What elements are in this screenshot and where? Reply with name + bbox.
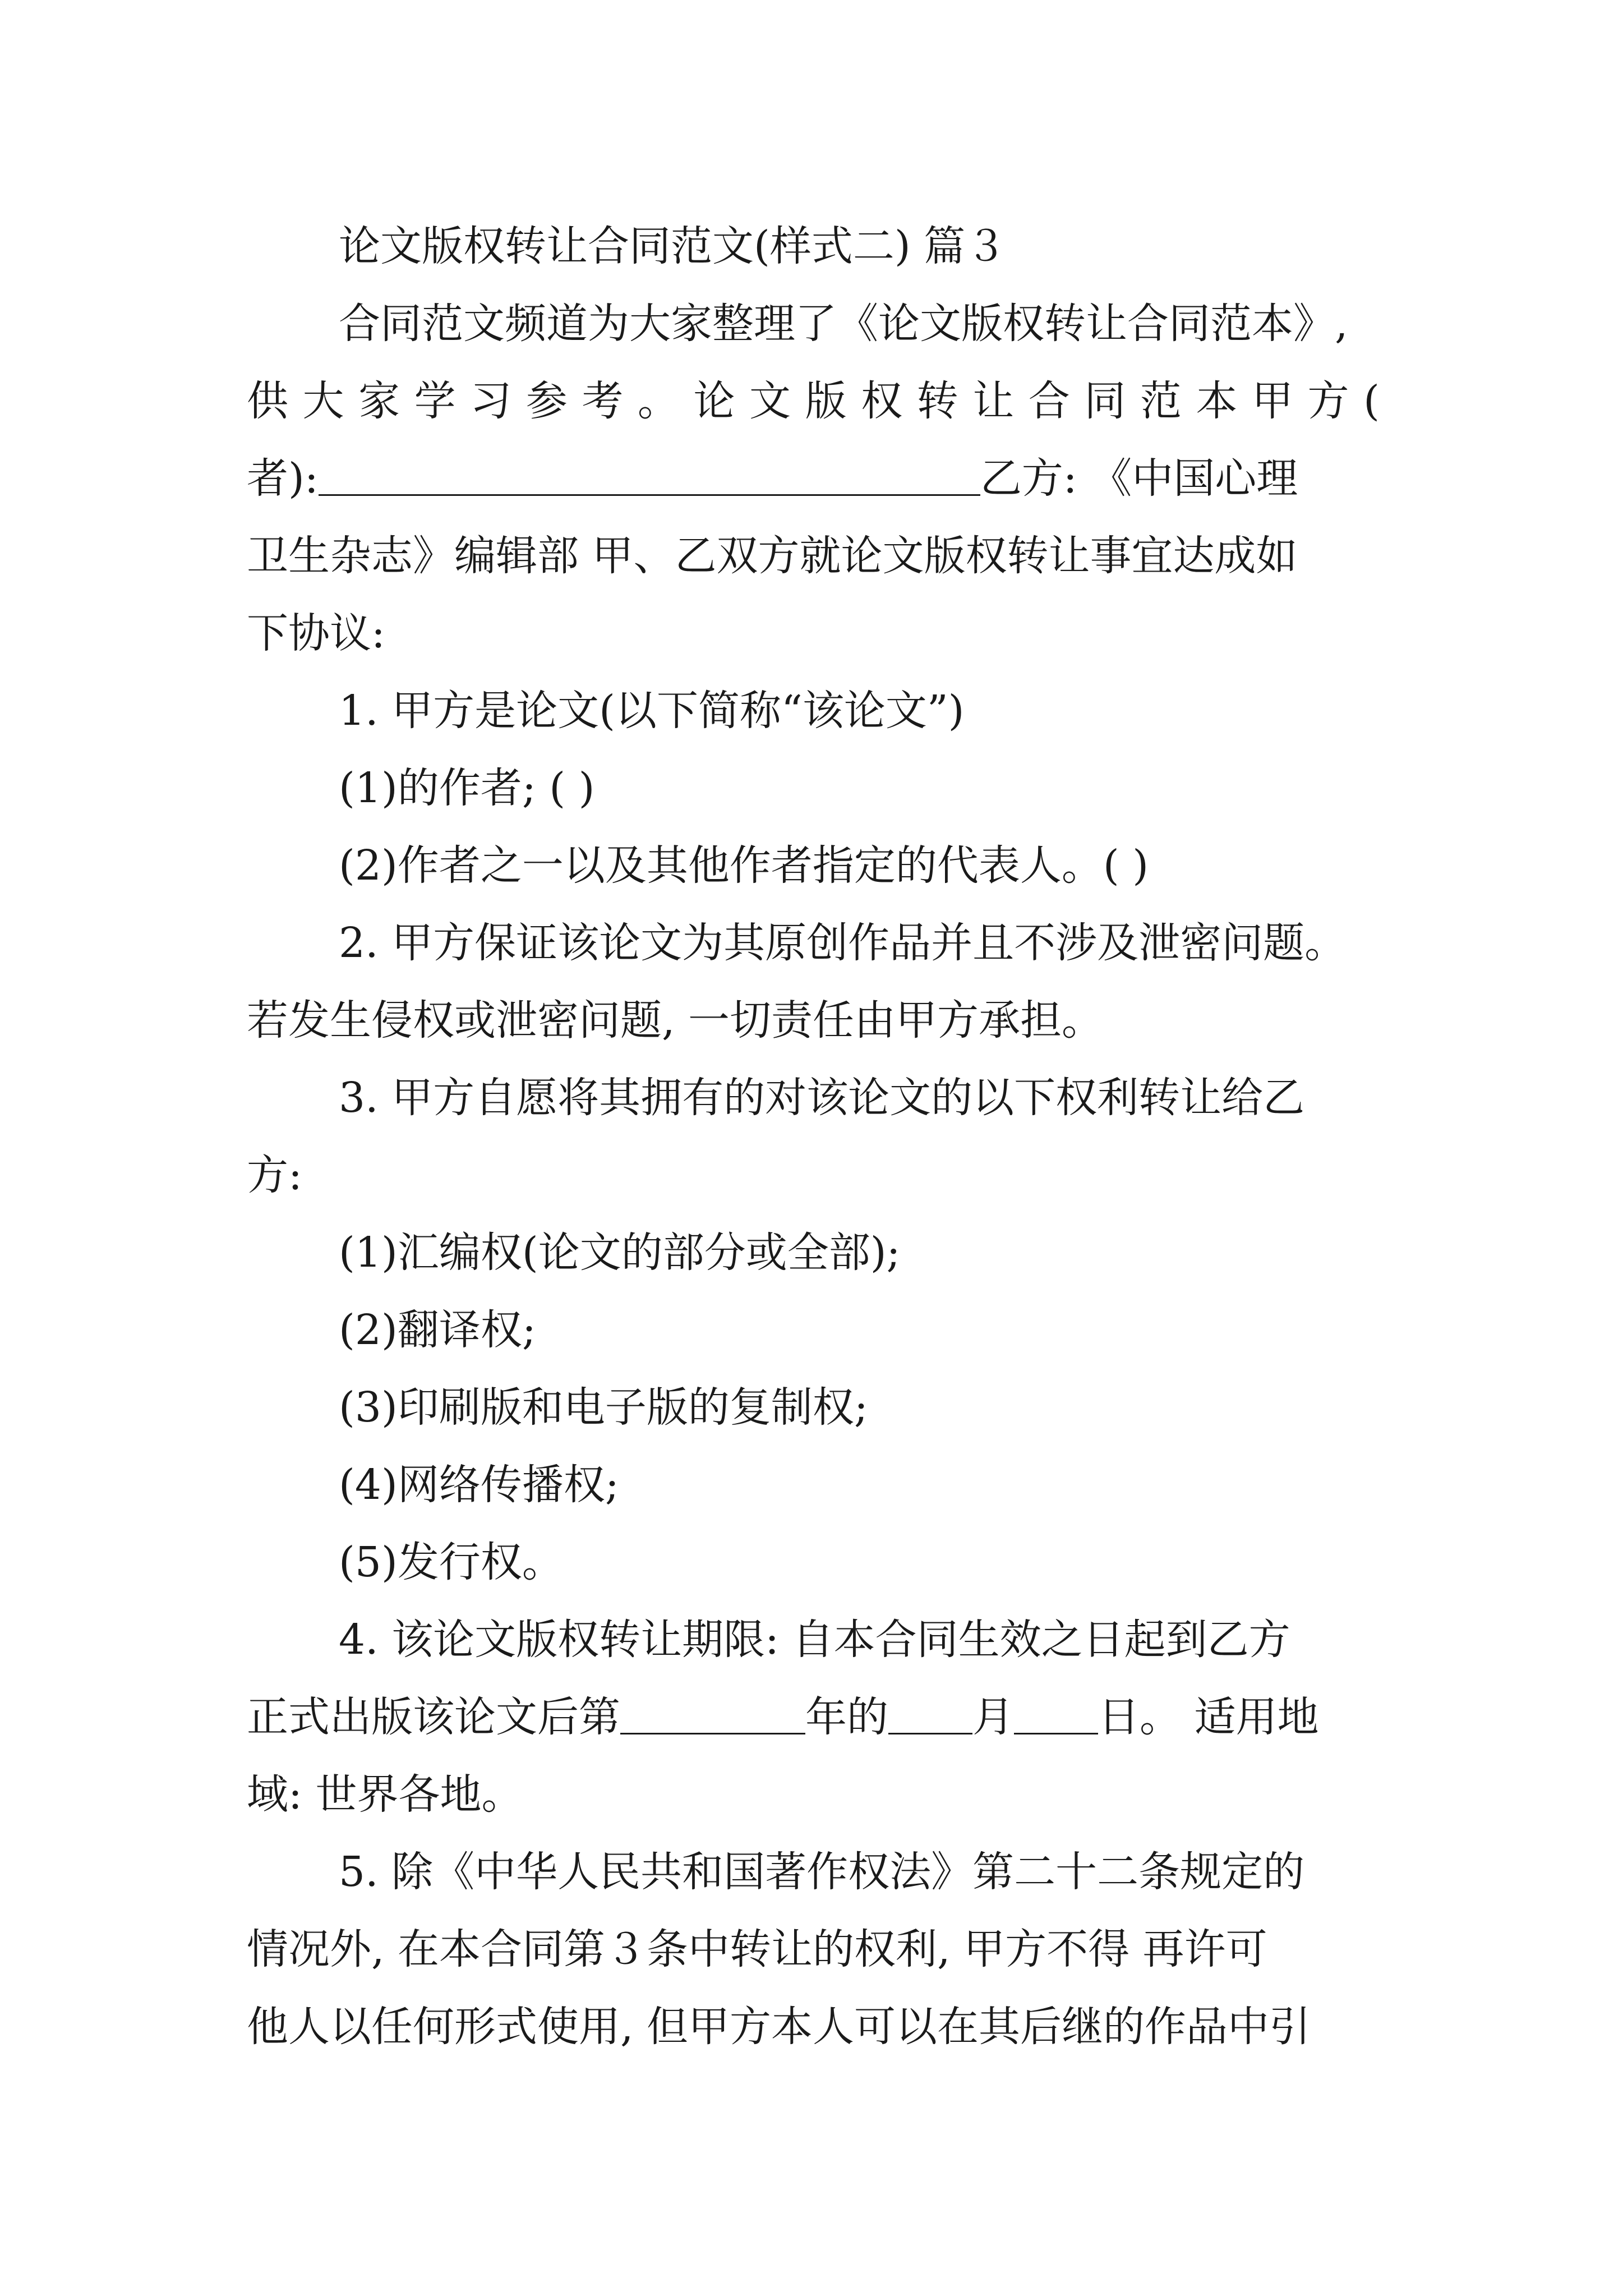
- clause-3-line-2: 方:: [247, 1151, 302, 1199]
- intro-line-5: 下协议:: [247, 609, 385, 657]
- clause-3-item: (1)汇编权(论文的部分或全部);: [339, 1228, 901, 1277]
- clause-3-item: (2)翻译权;: [339, 1306, 536, 1354]
- document-body: [247, 208, 1380, 2065]
- year-suffix: 年的: [805, 1693, 888, 1741]
- clause-4-line-2: [247, 1678, 1380, 1756]
- month-suffix: 月: [972, 1693, 1014, 1741]
- term-prefix: 正式出版该论文后第: [247, 1693, 620, 1741]
- clause-1-option-1: (1)的作者; ( ): [339, 764, 595, 812]
- intro-line-4: 卫生杂志》编辑部 甲、乙双方就论文版权转让事宜达成如: [247, 532, 1298, 580]
- party-b-label: 乙方: 《中国心理: [980, 454, 1298, 503]
- clause-3-item: (4)网络传播权;: [339, 1461, 619, 1509]
- clause-3-item: (3)印刷版和电子版的复制权;: [339, 1383, 868, 1432]
- clause-5-line-3: 他人以任何形式使用, 但甲方本人可以在其后继的作品中引: [247, 2003, 1311, 2051]
- party-a-blank: [319, 457, 980, 496]
- month-blank: [888, 1696, 972, 1734]
- party-a-label: 者):: [247, 454, 319, 503]
- intro-line-3: [247, 440, 1380, 517]
- clause-3-line-1: 3. 甲方自愿将其拥有的对该论文的以下权利转让给乙: [339, 1074, 1305, 1122]
- clause-4-line-3: 域: 世界各地。: [247, 1770, 523, 1819]
- clause-5-line-1: 5. 除《中华人民共和国著作权法》第二十二条规定的: [339, 1848, 1305, 1896]
- intro-line-2: 供 大 家 学 习 参 考 。 论 文 版 权 转 让 合 同 范 本 甲 方 (: [247, 377, 1380, 425]
- year-blank: [620, 1696, 805, 1734]
- day-suffix: 日。 适用地: [1098, 1693, 1319, 1741]
- clause-1: 1. 甲方是论文(以下简称“该论文”): [339, 687, 965, 735]
- clause-4-line-1: 4. 该论文版权转让期限: 自本合同生效之日起到乙方: [339, 1616, 1290, 1664]
- clause-5-line-2: 情况外, 在本合同第３条中转让的权利, 甲方不得 再许可: [247, 1925, 1267, 1973]
- clause-2-line-1: 2. 甲方保证该论文为其原创作品并且不涉及泄密问题。: [339, 919, 1347, 967]
- day-blank: [1014, 1696, 1098, 1734]
- intro-line-1: 合同范文频道为大家整理了《论文版权转让合同范本》,: [339, 300, 1348, 348]
- clause-1-option-2: (2)作者之一以及其他作者指定的代表人。( ): [339, 841, 1149, 890]
- clause-3-item: (5)发行权。: [339, 1538, 564, 1586]
- document-title: 论文版权转让合同范文(样式二) 篇３: [339, 222, 1007, 270]
- clause-2-line-2: 若发生侵权或泄密问题, 一切责任由甲方承担。: [247, 996, 1104, 1045]
